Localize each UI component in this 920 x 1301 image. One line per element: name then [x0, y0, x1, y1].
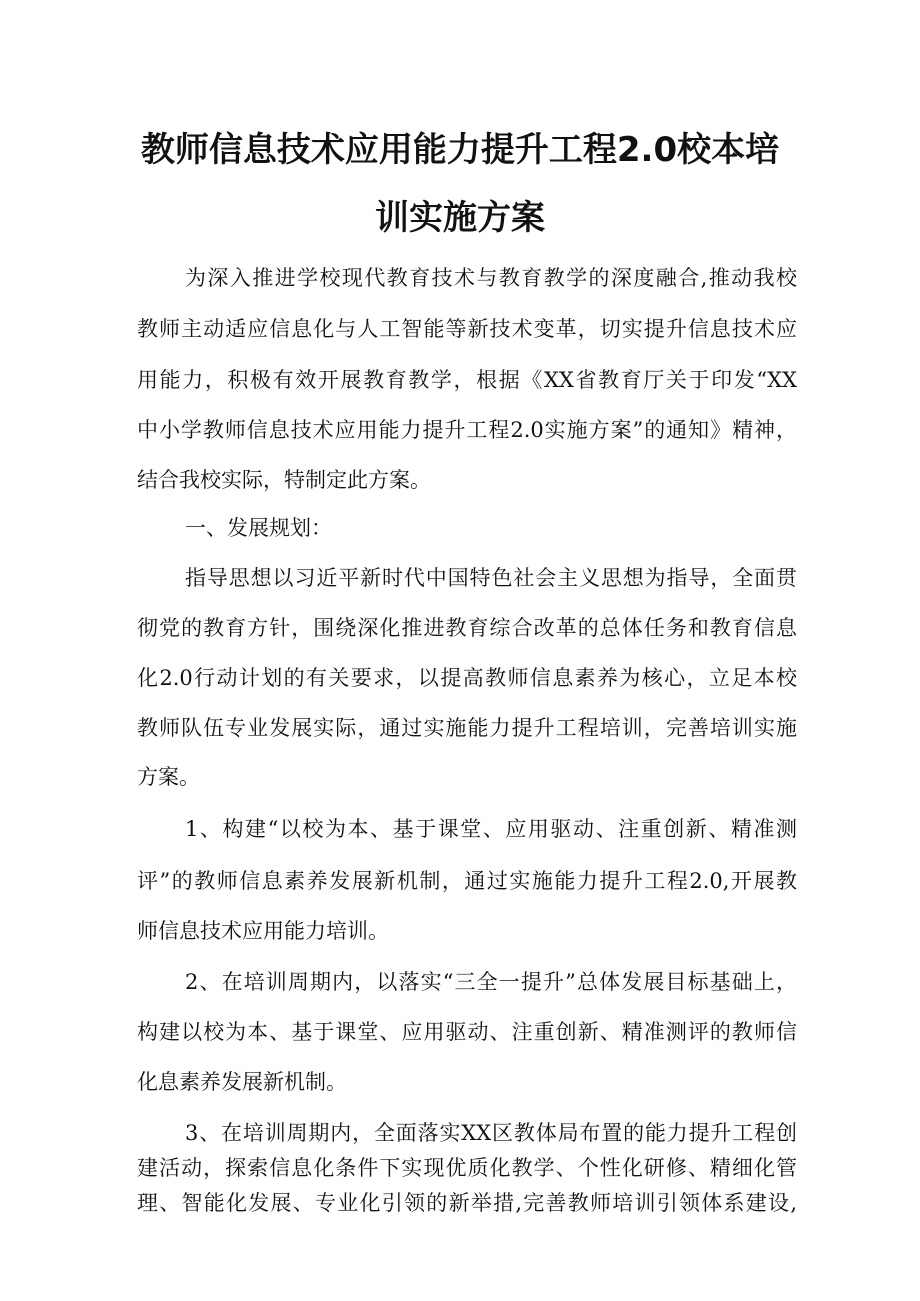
- paragraph-line: 3、在培训周期内，全面落实XX区教体局布置的能力提升工程创: [185, 1121, 797, 1145]
- paragraph-line: 师信息技术应用能力培训。: [137, 919, 389, 943]
- paragraph-line: 指导思想以习近平新时代中国特色社会主义思想为指导，全面贯: [185, 566, 797, 590]
- paragraph-line: 方案。: [137, 765, 200, 789]
- paragraph-line: 结合我校实际，特制定此方案。: [137, 468, 431, 492]
- paragraph-line: 化2.0行动计划的有关要求，以提高教师信息素养为核心，立足本校: [137, 666, 797, 690]
- paragraph-line: 用能力，积极有效开展教育教学，根据《XX省教育厅关于印发“XX: [137, 368, 797, 392]
- paragraph-line: 1、构建“以校为本、基于课堂、应用驱动、注重创新、精准测: [185, 817, 797, 841]
- paragraph-line: 2、在培训周期内，以落实“三全一提升”总体发展目标基础上，: [185, 970, 797, 994]
- paragraph-line: 评”的教师信息素养发展新机制，通过实施能力提升工程2.0,开展教: [137, 869, 797, 893]
- paragraph-line: 教师队伍专业发展实际，通过实施能力提升工程培训，完善培训实施: [137, 716, 797, 740]
- paragraph-line: 理、智能化发展、专业化引领的新举措,完善教师培训引领体系建设,: [137, 1191, 797, 1215]
- paragraph-line: 建活动，探索信息化条件下实现优质化教学、个性化研修、精细化管: [137, 1156, 797, 1180]
- document-title-line-2: 训实施方案: [375, 198, 545, 238]
- paragraph-line: 中小学教师信息技术应用能力提升工程2.0实施方案”的通知》精神，: [137, 418, 797, 442]
- document-title-line-1: 教师信息技术应用能力提升工程2.0校本培: [140, 130, 780, 170]
- paragraph-line: 为深入推进学校现代教育技术与教育教学的深度融合,推动我校: [185, 266, 797, 290]
- paragraph-line: 彻党的教育方针，围绕深化推进教育综合改革的总体任务和教育信息: [137, 616, 797, 640]
- section-heading: 一、发展规划：: [185, 516, 332, 540]
- paragraph-line: 化息素养发展新机制。: [137, 1070, 347, 1094]
- paragraph-line: 教师主动适应信息化与人工智能等新技术变革，切实提升信息技术应: [137, 317, 797, 341]
- paragraph-line: 构建以校为本、基于课堂、应用驱动、注重创新、精准测评的教师信: [137, 1020, 797, 1044]
